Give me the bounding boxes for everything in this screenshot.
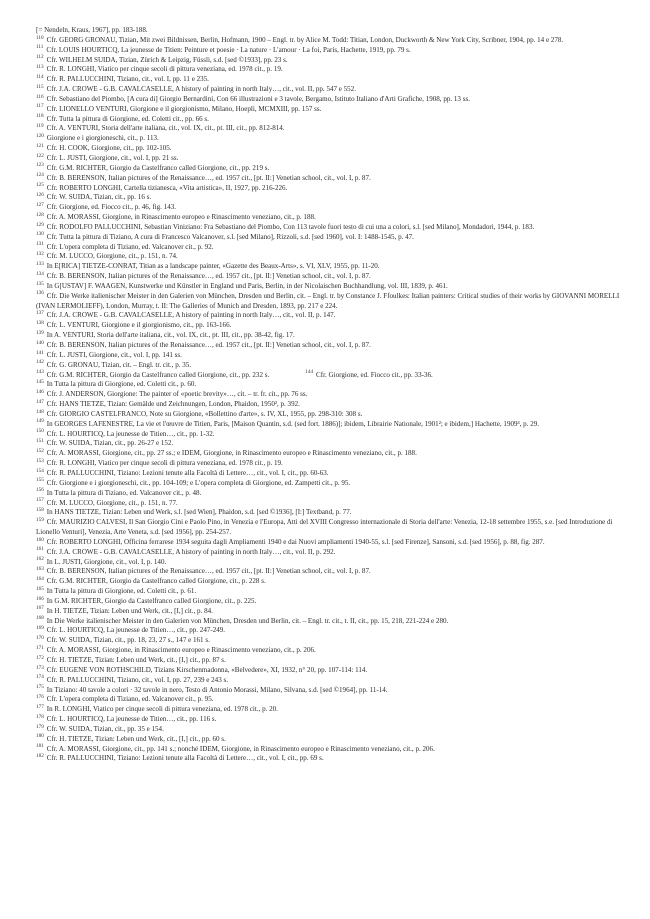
footnote (36, 636, 628, 646)
footnote-number: 143 (36, 369, 44, 376)
footnote (36, 144, 628, 154)
footnote-number: 136 (36, 290, 44, 297)
footnote (36, 754, 628, 764)
footnote-number: 120 (36, 132, 44, 139)
footnote-text: Cfr. B. BERENSON, Italian pictures of the Renaissance…, ed. 1957 cit., [pt. II:] Venetian school, cit., vol. I, p. 87. (46, 173, 371, 182)
footnote-text: In A. VENTURI, Storia dell'arte italiana, cit., vol. IX, cit., pt. III, cit., pp. 38-42, fig. 17. (46, 331, 295, 340)
footnote-number: 139 (36, 329, 44, 336)
footnote (36, 154, 628, 164)
footnote-number: 142 (36, 359, 44, 366)
footnote (36, 26, 628, 36)
footnote-text: Giorgione e i giorgioneschi, cit., p. 113. (46, 134, 159, 143)
footnote-text: Cfr. J.A. CROWE - G.B. CAVALCASELLE, A history of painting in north Italy…, cit., vol. II, p. 147. (46, 311, 336, 320)
footnote (36, 164, 628, 174)
footnote (36, 321, 628, 331)
footnote-text: Cfr. A. VENTURI, Storia dell'arte italiana, cit., vol. IX, cit., pt. III, cit., pp. 812-814. (46, 124, 285, 133)
footnote-text: Cfr. Die Werke italienischer Meister in den Galerien von München, Dresden und Berlin, cit. – Engl. tr. by Constance J. Ffoulkes: Italian painters: Critical studies of their works by GIOVANNI MORELLI (IVAN LERMOLIEFF), London, Murray, t. II: The Galleries of Munich and Dresden, 1893, pp. 217 e 224. (36, 291, 620, 310)
footnote-number: 173 (36, 664, 44, 671)
footnote-number: 155 (36, 477, 44, 484)
footnote (36, 607, 628, 617)
footnote (36, 656, 628, 666)
footnote (36, 124, 628, 134)
footnote (36, 430, 628, 440)
footnote-number: 110 (36, 34, 44, 41)
footnote-text: Cfr. B. BERENSON, Italian pictures of the Renaissance…, ed. 1957 cit., [pt. II:] Venetian school, cit., vol. I, p. 87. (46, 341, 371, 349)
footnote-text: Cfr. RODOLFO PALLUCCHINI, Sebastian Viniziano: Fra Sebastiano del Piombo, Con 113 tavole fuori testo di cui una a colori, s.l. [sed Milano], Mondadori, 1944, p. 183. (46, 222, 535, 231)
footnote-number: 116 (36, 93, 44, 100)
footnote-text: Cfr. R. PALLUCCHINI, Tiziano, cit., vol. I, pp. 27, 239 e 243 s. (46, 675, 228, 684)
footnote-list (36, 26, 628, 764)
footnote-number: 163 (36, 566, 44, 573)
footnote-number: 168 (36, 615, 44, 622)
footnote-text: Cfr. W. SUIDA, Tizian, cit., pp. 16 s. (46, 193, 152, 202)
footnote-number: 144 (305, 369, 314, 376)
footnote-text: Cfr. W. SUIDA, Tizian, cit., pp. 35 e 154. (46, 724, 164, 733)
footnote-text: Cfr. Giorgione, ed. Fiocco cit., p. 46, fig. 143. (46, 203, 177, 212)
footnote (36, 174, 628, 184)
footnote-number: 133 (36, 260, 44, 267)
footnote-text: Cfr. HANS TIETZE, Tizian: Gemälde und Zeichnungen, London, Phaidon, 1950², p. 392. (46, 400, 300, 409)
footnote-number: 128 (36, 211, 44, 218)
footnote-text: Cfr. Giorgione e i giorgioneschi, cit., pp. 104-109; e L'opera completa di Giorgione, ed. Zampetti cit., p. 95. (46, 478, 351, 487)
footnote-number: 121 (36, 142, 44, 149)
footnote (36, 243, 628, 253)
footnote-text: In R. LONGHI, Viatico per cinque secoli di pittura veneziana, ed. 1978 cit., p. 20. (46, 705, 278, 714)
footnote-text: In Die Werke italienischer Meister in den Galerien von München, Dresden und Berlin, cit. – Engl. tr. cit., t. II, cit., pp. 15, 218, 221-224 e 280. (46, 616, 449, 625)
footnote (36, 75, 628, 85)
footnote-text: Cfr. R. LONGHI, Viatico per cinque secoli di pittura veneziana, ed. 1978 cit., p. 19. (46, 65, 283, 74)
footnote (36, 351, 628, 361)
footnote-text: Cfr. B. BERENSON, Italian pictures of the Renaissance…, ed. 1957 cit., [pt. II:] Venetian school, cit., vol. I, p. 87. (46, 272, 371, 281)
footnote (36, 577, 628, 587)
footnote-text: In H. TIETZE, Tizian: Leben und Werk, cit., [I,] cit., p. 84. (46, 606, 213, 615)
footnote-number: 164 (36, 575, 44, 582)
footnote-number: 180 (36, 733, 44, 740)
footnote (36, 390, 628, 400)
footnote-text: In G.M. RICHTER, Giorgio da Castelfranco called Giorgione, cit., p. 225. (46, 596, 257, 605)
footnote-number: 179 (36, 723, 44, 730)
footnote (36, 735, 628, 745)
footnote-text: Cfr. L'opera completa di Tiziano, ed. Valcanover cit., p. 92. (46, 242, 214, 251)
footnote (36, 223, 628, 233)
footnote (36, 646, 628, 656)
footnote-text: Cfr. L. HOURTICQ, La jeunesse de Titien…, cit., pp. 1-32. (46, 429, 215, 438)
footnote (36, 479, 628, 489)
footnote (36, 459, 628, 469)
footnote (36, 715, 628, 725)
footnote-number: 145 (36, 379, 44, 386)
footnote-text: Cfr. G.M. RICHTER, Giorgio da Castelfranco called Giorgione, cit., pp. 219 s. (46, 163, 270, 172)
footnote (36, 331, 628, 341)
footnote (36, 469, 628, 479)
footnote-number: 148 (36, 408, 44, 415)
footnote (36, 252, 628, 262)
footnote-number: 167 (36, 605, 44, 612)
footnote (36, 105, 628, 115)
footnote-number: 129 (36, 221, 44, 228)
footnote-number: 138 (36, 319, 44, 326)
footnote-text: Cfr. A. MORASSI, Giorgione, cit., pp. 141 s.; nonché IDEM, Giorgione, in Rinascimento europeo e Rinascimento veneziano, cit., p. 206. (46, 744, 435, 753)
footnote-text: In Tutta la pittura di Giorgione, ed. Coletti cit., p. 61. (46, 587, 197, 596)
footnote (36, 508, 628, 518)
footnote-text: Cfr. B. BERENSON, Italian pictures of the Renaissance…, ed. 1957 cit., [pt. II:] Venetian school, cit., vol. I, p. 87. (46, 567, 371, 576)
footnote-number: 126 (36, 192, 44, 198)
footnote-text: Cfr. G.M. RICHTER, Giorgio da Castelfranco called Giorgione, cit., p. 228 s. (46, 577, 266, 586)
footnote-text: Cfr. A. MORASSI, Giorgione, in Rinascimento europeo e Rinascimento veneziano, cit., p. 188. (46, 213, 316, 222)
footnote (36, 725, 628, 735)
footnote-number: 162 (36, 556, 44, 563)
footnote (36, 203, 628, 213)
footnote-text: Cfr. J.A. CROWE - G.B. CAVALCASELLE, A history of painting in north Italy…, cit., vol. II, p. 292. (46, 547, 336, 556)
footnote-text: Cfr. GIORGIO CASTELFRANCO, Note su Giorgione, «Bollettino d'arte», s. IV, XL, 1955, pp. 298-310: 308 s. (46, 409, 363, 418)
footnote-text: In Tutta la pittura di Giorgione, ed. Coletti cit., p. 60. (46, 380, 197, 389)
footnote-number: 125 (36, 182, 44, 189)
footnote (36, 439, 628, 449)
footnote (36, 676, 628, 686)
footnote-text: Cfr. H. TIETZE, Tizian: Leben und Werk, cit., [I,] cit., pp. 60 s. (46, 734, 226, 743)
footnote-text: Cfr. W. SUIDA, Tizian, cit., pp. 26-27 e 152. (46, 439, 174, 448)
footnote-number: 111 (36, 44, 44, 51)
footnote-text: Cfr. R. PALLUCCHINI, Tiziano, cit., vol. I, pp. 11 e 235. (46, 75, 209, 84)
footnote-number: 113 (36, 64, 44, 71)
footnote (36, 420, 628, 430)
footnote-number: 130 (36, 231, 44, 238)
footnote-number: 141 (36, 349, 44, 356)
footnote (36, 705, 628, 715)
footnote-number: 169 (36, 625, 44, 632)
footnote (36, 567, 628, 577)
footnote (36, 548, 628, 558)
footnote-text: Cfr. Giorgione, ed. Fiocco cit., pp. 33-36. (316, 370, 433, 379)
footnote-number: 178 (36, 713, 44, 720)
footnote-number: 174 (36, 674, 44, 681)
footnote-text: Cfr. L. VENTURI, Giorgione e il giorgionismo, cit., pp. 163-166. (46, 321, 232, 330)
footnote (36, 518, 628, 538)
footnote-number: 156 (36, 487, 44, 494)
footnote (36, 626, 628, 636)
footnote (36, 538, 628, 548)
footnote-text: Cfr. R. PALLUCCHINI, Tiziano: Lezioni tenute alla Facoltà di Lettere…, cit., vol. I, cit., pp. 60-63. (46, 468, 329, 477)
footnote-text: Cfr. ROBERTO LONGHI, Cartella tizianesca, «Vita artistica», II, 1927, pp. 216-226. (46, 183, 288, 192)
footnote (36, 233, 628, 243)
footnote-number: 171 (36, 644, 44, 651)
footnote (36, 115, 628, 125)
footnote-number: 177 (36, 703, 44, 710)
footnote (36, 666, 628, 676)
footnote-number: 157 (36, 497, 44, 504)
footnote (36, 95, 628, 105)
footnote-number: 124 (36, 172, 44, 179)
footnote-text: In E[RICA] TIETZE-CONRAT, Titian as a landscape painter, «Gazette des Beaux-Arts», s. VI, XLV, 1955, pp. 11-20. (46, 262, 380, 271)
footnote (36, 292, 628, 312)
footnote-number: 181 (36, 743, 44, 750)
footnote-number: 146 (36, 388, 44, 395)
footnote-text: Cfr. WILHELM SUIDA, Tizian, Zürich & Leipzig, Füssli, s.d. [sed ©1933], pp. 23 s. (46, 55, 288, 64)
footnote (36, 361, 628, 371)
footnote-number: 127 (36, 201, 44, 208)
footnote-number: 132 (36, 251, 44, 258)
footnote-number: 119 (36, 123, 44, 130)
footnote-number: 114 (36, 73, 44, 80)
footnote-text: Cfr. A. MORASSI, Giorgione, cit., pp. 27 ss.; e IDEM, Giorgione, in Rinascimento europeo e Rinascimento veneziano, cit., p. 188. (46, 449, 417, 458)
footnote-text: Cfr. L. JUSTI, Giorgione, cit., vol. I, pp. 141 ss. (46, 350, 182, 359)
footnote-number: 172 (36, 654, 44, 661)
footnote (36, 341, 628, 351)
footnote-text: Cfr. Sebastiano del Piombo, [A cura di] Giorgio Bernardini, Con 66 illustrazioni e 3 tavole, Bergamo, Istituto Italiano d'Arti Grafiche, 1908, pp. 13 ss. (46, 94, 470, 103)
footnote-text: Cfr. EUGENE VON ROTHSCHILD, Tizians Kirschenmadonna, «Belvedere», XI, 1932, n° 20, pp. 107-114: 114. (46, 665, 368, 674)
footnote (36, 380, 628, 390)
footnote-number: 176 (36, 694, 44, 701)
footnote-number: 140 (36, 339, 44, 346)
footnote-text: [= Nendeln, Kraus, 1967], pp. 183-188. (36, 26, 148, 34)
footnote-text: Cfr. G. GRONAU, Tizian, cit. – Engl. tr. cit., p. 35. (46, 360, 192, 369)
footnote (36, 587, 628, 597)
footnote-text: Cfr. R. PALLUCCHINI, Tiziano: Lezioni tenute alla Facoltà di Lettere…, cit., vol. I, cit., pp. 69 s. (46, 754, 324, 763)
footnote-number: 123 (36, 162, 44, 169)
footnote-text: Cfr. MAURIZIO CALVESI, Il San Giorgio Cini e Paolo Pino, in Venezia e l'Europa, Atti del XVIII Congresso internazionale di Storia dell'arte: Venezia, 12-18 settembre 1955, s.e. [sed Introduzione di Lionello Venturi], Venezia, Arte Veneta, s.d. [sed 1956], pp. 254-257. (36, 518, 613, 537)
footnote-number: 149 (36, 418, 44, 425)
footnote-number: 166 (36, 595, 44, 602)
footnote-text: Cfr. GEORG GRONAU, Tizian, Mit zwei Bildnissen, Berlin, Hofmann, 1900 – Engl. tr. by Alice M. Todd: Titian, London, Duckworth & New York City, Scribner, 1904, pp. 14 e 278. (46, 35, 564, 44)
footnote-text: Cfr. L. HOURTICQ, La jeunesse de Titien…, cit., pp. 116 s. (46, 715, 217, 724)
footnote (36, 558, 628, 568)
footnote-number: 153 (36, 457, 44, 464)
footnote-number: 158 (36, 507, 44, 513)
footnote-number: 151 (36, 438, 44, 445)
footnote-text: Cfr. H. COOK, Giorgione, cit., pp. 102-105. (46, 144, 172, 153)
footnote-text: Cfr. A. MORASSI, Giorgione, in Rinascimento europeo e Rinascimento veneziano, cit., p. 206. (46, 646, 316, 655)
footnote-number: 161 (36, 546, 44, 553)
footnote-text: Cfr. LIONELLO VENTURI, Giorgione e il giorgionismo, Milano, Hoepli, MCMXIII, pp. 157 ss. (46, 104, 322, 113)
footnote-text: Cfr. ROBERTO LONGHI, Officina ferrarese 1934 seguita dagli Ampliamenti 1940 e dai Nuovi ampliamenti 1940-55, s.l. [sed Firenze], Sansoni, s.d. [sed 1956], p. 88, fig. 287. (46, 537, 545, 546)
footnote-text: Cfr. R. LONGHI, Viatico per cinque secoli di pittura veneziana, ed. 1978 cit., p. 19. (46, 459, 283, 468)
footnote (36, 597, 628, 607)
footnote (36, 272, 628, 282)
footnote (36, 449, 628, 459)
footnote-number: 118 (36, 113, 44, 120)
footnote-text: Cfr. M. LUCCO, Giorgione, cit., p. 151, n. 74. (46, 252, 178, 261)
footnote-text: Cfr. L'opera completa di Tiziano, ed. Valcanover cit., p. 95. (46, 695, 214, 704)
footnote-number: 135 (36, 280, 44, 287)
footnote-number: 154 (36, 467, 44, 474)
footnote (36, 617, 628, 627)
footnote-text: Cfr. G.M. RICHTER, Giorgio da Castelfranco called Giorgione, cit., pp. 232 s. (46, 370, 270, 379)
footnote-number: 170 (36, 634, 44, 641)
footnote-number: 117 (36, 103, 44, 110)
footnote (36, 213, 628, 223)
footnote (36, 282, 628, 292)
footnote (36, 184, 628, 194)
footnote (36, 85, 628, 95)
footnote (36, 489, 628, 499)
footnote-text: In Tutta la pittura di Tiziano, ed. Valcanover cit., p. 48. (46, 488, 202, 497)
footnote-number: 147 (36, 398, 44, 405)
footnote (36, 400, 628, 410)
footnote (36, 410, 628, 420)
footnote-number: 165 (36, 585, 44, 592)
footnote-text: Cfr. Tutta la pittura di Giorgione, ed. Coletti cit., pp. 66 s. (46, 114, 209, 123)
footnote-number: 152 (36, 447, 44, 454)
footnote-text: Cfr. M. LUCCO, Giorgione, cit., p. 151, n. 77. (46, 498, 178, 507)
footnote-text: Cfr. L. HOURTICQ, La jeunesse de Titien…, cit., pp. 247-249. (46, 626, 226, 635)
footnote-number: 150 (36, 428, 44, 435)
footnote (36, 56, 628, 66)
footnote (36, 371, 628, 381)
footnote-text: Cfr. LOUIS HOURTICQ, La jeunesse de Titien: Peinture et poesie · La nature · L'amour · La foi, Paris, Hachette, 1919, pp. 79 s. (46, 45, 411, 54)
footnote (36, 262, 628, 272)
footnote-number: 137 (36, 310, 44, 317)
footnote-text: In L. JUSTI, Giorgione, cit., vol. I, p. 140. (46, 557, 167, 566)
footnote-text: Cfr. H. TIETZE, Tizian: Leben und Werk, cit., [I,] cit., pp. 87 s. (46, 656, 226, 664)
footnote-number: 122 (36, 152, 44, 159)
footnote-number: 175 (36, 684, 44, 691)
footnote (36, 134, 628, 144)
footnote-number: 182 (36, 753, 44, 760)
footnote-text: In Tiziano: 40 tavole a colori · 32 tavole in nero, Testo di Antonio Morassi, Milano, Silvana, s.d. [sed ©1964], pp. 11-14. (46, 685, 388, 694)
footnote-text: Cfr. L. JUSTI, Giorgione, cit., vol. I, pp. 21 ss. (46, 153, 179, 162)
footnote (36, 695, 628, 705)
footnote (36, 311, 628, 321)
footnote (36, 193, 628, 203)
footnote-text: Cfr. Tutta la pittura di Tiziano, A cura di Francesco Valcanover, s.l. [sed Milano], Rizzoli, s.d. [sed 1960], vol. I: 1488-1545, p. 47. (46, 232, 414, 241)
footnote-text: Cfr. W. SUIDA, Tizian, cit., pp. 18, 23, 27 s., 147 e 161 s. (46, 636, 210, 645)
footnote (36, 686, 628, 696)
footnote-number: 160 (36, 536, 44, 543)
footnote-number: 112 (36, 54, 44, 61)
footnote-text: In HANS TIETZE, Tizian: Leben und Werk, s.l. [sed Wien], Phaidon, s.d. [sed ©1936], [I:] Textband, p. 77. (46, 508, 352, 517)
footnote-number: 115 (36, 83, 44, 90)
footnote-text: Cfr. J.A. CROWE - G.B. CAVALCASELLE, A history of painting in north Italy…, cit., vol. II, pp. 547 e 552. (46, 85, 356, 94)
footnote (36, 745, 628, 755)
footnote-number: 131 (36, 241, 44, 248)
footnote (36, 36, 628, 46)
footnote-number: 159 (36, 516, 44, 523)
footnote-number: 134 (36, 270, 44, 277)
footnote (36, 499, 628, 509)
footnote (36, 46, 628, 56)
footnote-text: Cfr. J. ANDERSON, Giorgione: The painter of «poetic brevity»…, cit. – tr. fr. cit., pp. 76 ss. (46, 390, 308, 399)
footnote (36, 65, 628, 75)
footnote-text: In G[USTAV] F. WAAGEN, Kunstwerke und Künstler in England und Paris, Berlin, in der Nicolaischen Buchhandlung, vol. III, 1839, p. 461. (46, 281, 448, 290)
footnote-text: In GEORGES LAFENESTRE, La vie et l'œuvre de Titien, Paris, [Maison Quantin, s.d. (sed fort. 1886)]; ibidem, Librairie Nationale, 1901²; e ibidem,] Hachette, 1909³, p. 29. (46, 419, 540, 428)
